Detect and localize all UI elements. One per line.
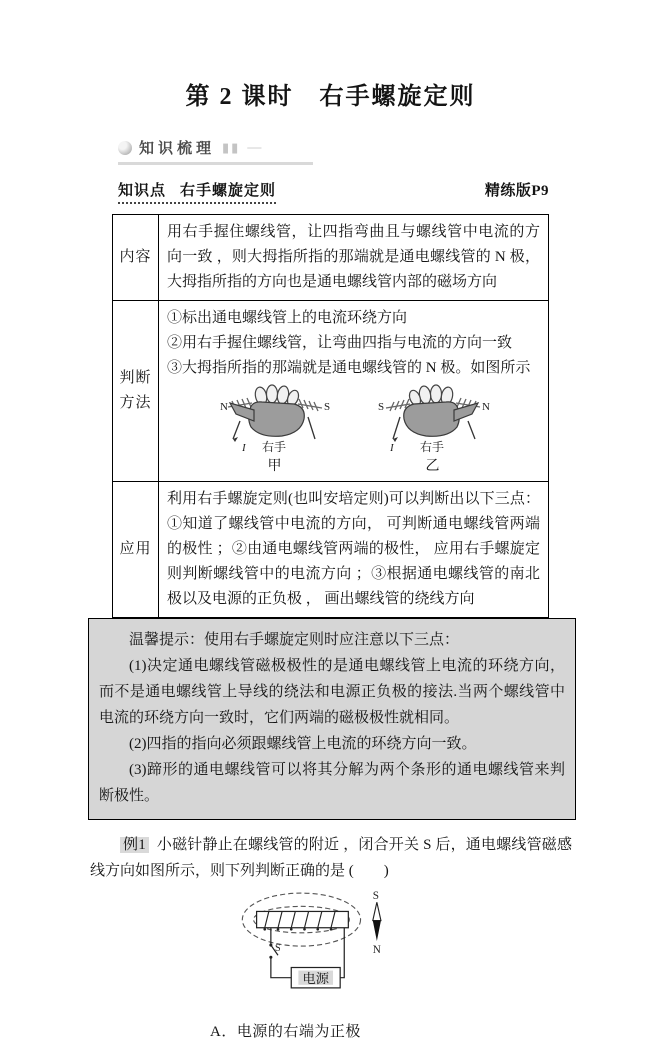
compass-north-label: N (372, 944, 381, 957)
compass-needle-south-half (373, 902, 381, 920)
edition-reference: 精练版P9 (484, 183, 549, 199)
banner-bars-decoration: ▮▮ (222, 139, 241, 155)
row-content-text: 用右手握住螺线管，让四指弯曲且与螺线管中电流的方向一致 ，则大拇指所指的那端就是通电螺线管的 N 极，大拇指所指的方向也是通电螺线管内部的磁场方向 (159, 215, 549, 301)
compass-needle-north-half (373, 921, 381, 941)
method-step-3: ③大拇指所指的那端就是通电螺线管的 N 极。如图所示 (167, 360, 531, 376)
table-row-method (113, 301, 549, 482)
pole-label-right: S (323, 401, 330, 413)
method-step-1: ①标出通电螺线管上的电流环绕方向 (167, 310, 408, 326)
compass-south-label: S (372, 890, 380, 903)
pole-label-left: N (219, 401, 228, 413)
row-application-text: 利用右手螺旋定则(也叫安培定则)可以判断出以下三点：①知道了螺线管中电流的方向， 可判断通电螺线管两端的极性 ；②由通电螺线管两端的极性， 应用右手螺旋定则判断螺线管中的电流方向 ；③根据通电螺线管的南北极以及电源的正负极 ， 画出螺线管的绕线方向 (159, 482, 549, 618)
example-1-badge: 例1 (120, 837, 149, 853)
example-1-text: 小磁针静止在螺线管的附近 ，闭合开关 S 后，通电螺线管磁感线方向如图所示，则下列判断正确的是 ( ) (90, 837, 572, 879)
current-label: I (389, 442, 394, 454)
knowledge-point-row (0, 179, 661, 204)
row-label-application: 应用 (113, 482, 159, 618)
battery-label: 电源 (302, 970, 329, 986)
knowledge-table (112, 214, 549, 618)
row-label-method-line1: 判断 (119, 370, 152, 386)
right-hand-grip-illustration (215, 383, 335, 457)
row-label-content: 内容 (113, 215, 159, 301)
switch-label: S (274, 943, 281, 955)
example-1-block (90, 832, 572, 1045)
hand-label: 右手 (419, 440, 444, 454)
banner-label: 知识梳理 (139, 140, 216, 157)
figure-caption-yi: 乙 (425, 459, 440, 474)
right-hand-grip-illustration (373, 383, 493, 457)
table-row-application (113, 482, 549, 618)
solenoid-circuit-illustration (233, 888, 429, 994)
example-1-diagram (90, 888, 572, 1003)
row-label-method-line2: 方法 (119, 395, 152, 411)
hand-label: 右手 (261, 440, 286, 454)
example-1-question (90, 832, 572, 884)
figure-caption-jia: 甲 (267, 459, 282, 474)
tip-point-3: (3)蹄形的通电螺线管可以将其分解为两个条形的通电螺线管来判断极性。 (99, 762, 565, 804)
hand-figure-yi (373, 383, 493, 476)
knowledge-point-title (118, 179, 276, 204)
option-a: A．电源的右端为正极 (210, 1024, 361, 1040)
row-label-method (113, 301, 159, 482)
tip-point-1: (1)决定通电螺线管磁极极性的是通电螺线管上电流的环绕方向，而不是通电螺线管上导线的绕法和电源正负极的接法.当两个螺线管中电流的环绕方向一致时，它们两端的磁极极性就相同。 (99, 658, 565, 726)
current-label: I (241, 442, 246, 454)
right-hand-figures (167, 383, 540, 476)
knowledge-point-name: 右手螺旋定则 (180, 183, 277, 199)
method-step-2: ②用右手握住螺线管，让弯曲四指与电流的方向一致 (167, 335, 513, 351)
row-method-cell (159, 301, 549, 482)
pole-label-right: N (481, 401, 490, 413)
sphere-icon (118, 141, 132, 155)
tip-point-2: (2)四指的指向必须跟螺线管上电流的环绕方向一致。 (129, 736, 477, 752)
table-row-content (113, 215, 549, 301)
knowledge-point-label: 知识点 (118, 183, 167, 199)
pole-label-left: S (377, 401, 384, 413)
page-title: 第 2 课时 右手螺旋定则 (185, 84, 476, 110)
warm-tip-box (88, 618, 576, 820)
tip-intro: 温馨提示：使用右手螺旋定则时应注意以下三点： (129, 632, 460, 648)
hand-figure-jia (215, 383, 335, 476)
knowledge-review-banner (118, 137, 313, 165)
banner-dash-decoration: — (247, 139, 262, 155)
